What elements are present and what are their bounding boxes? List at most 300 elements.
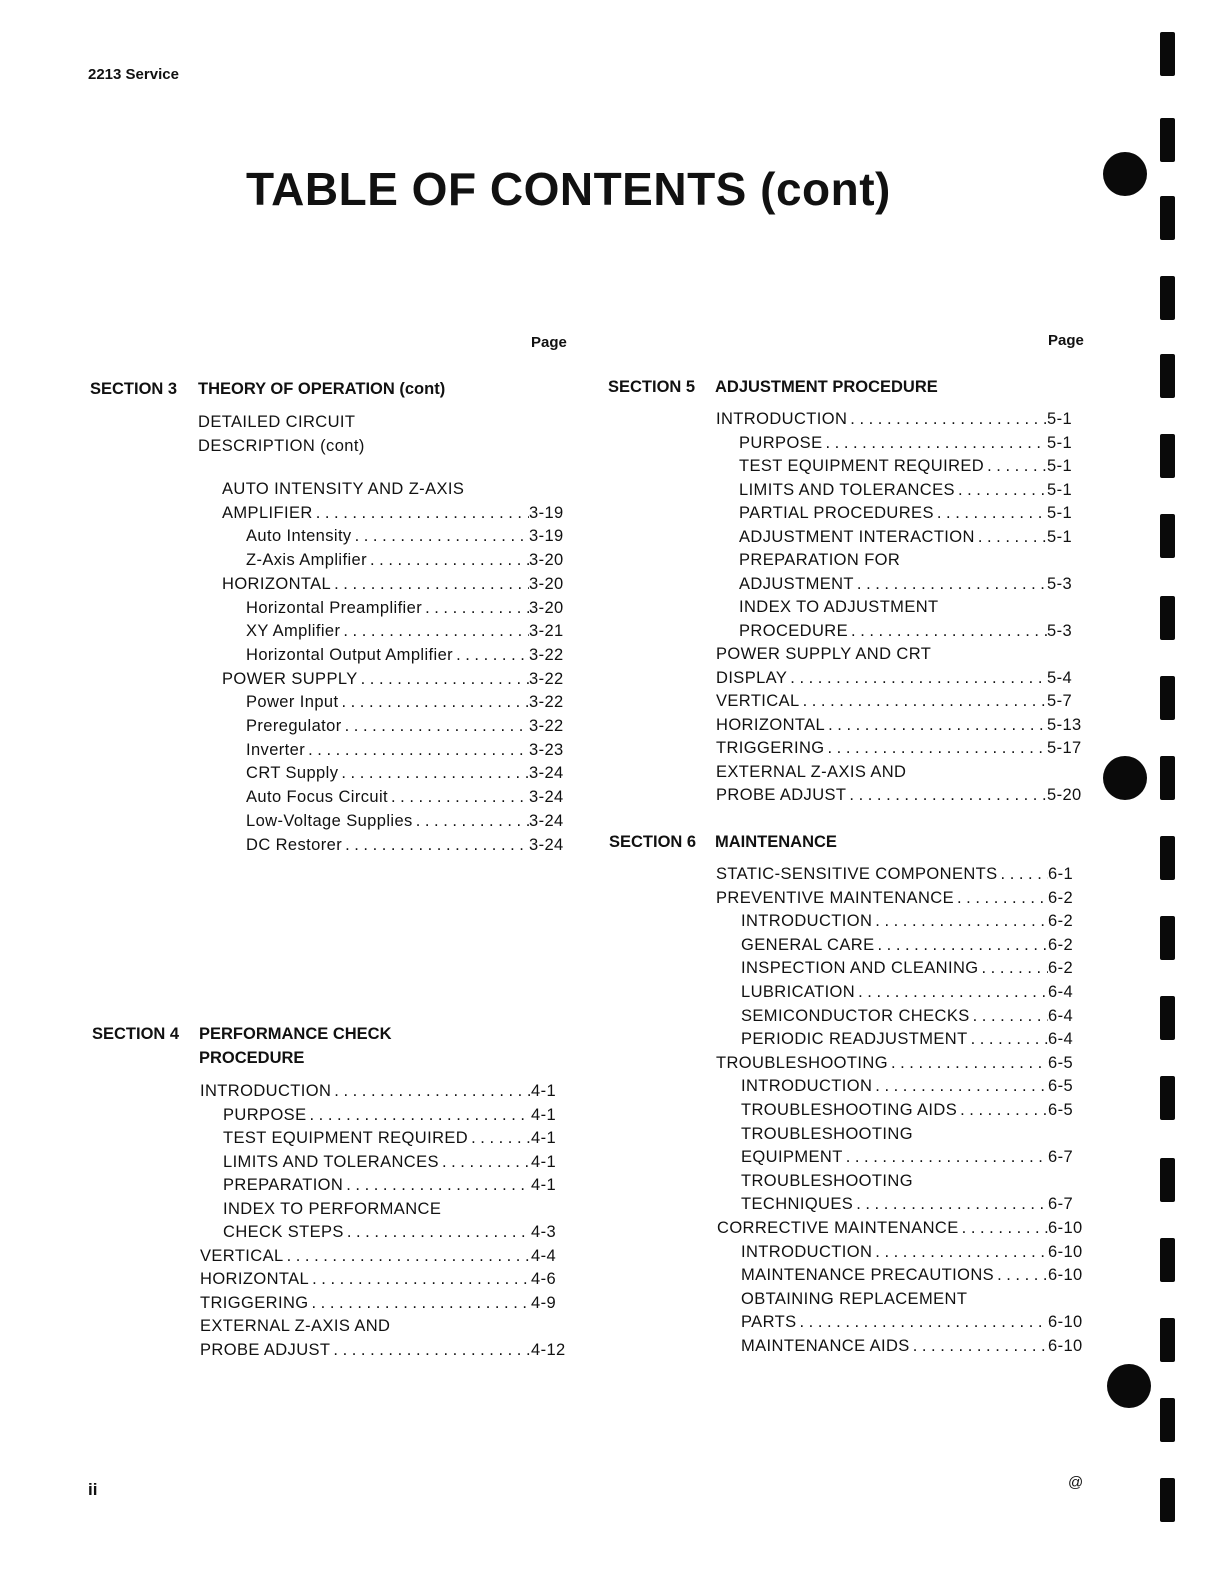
binder-bar [1160, 196, 1175, 240]
toc-entry [246, 761, 569, 785]
section-number: SECTION 5 [608, 378, 696, 396]
toc-entry-page: 6-10 [1048, 1266, 1083, 1285]
toc-entry-label: TEST EQUIPMENT REQUIRED [739, 457, 985, 475]
toc-entry-label: Inverter [246, 740, 306, 759]
leader-dots [309, 1291, 531, 1315]
toc-entry-label: INSPECTION AND CLEANING [741, 959, 979, 978]
toc-entry-page: 6-2 [1048, 888, 1074, 907]
toc-entry-label: PREVENTIVE MAINTENANCE [716, 888, 955, 907]
toc-entry [741, 1192, 1088, 1216]
leader-dots [855, 980, 1048, 1004]
toc-entry [741, 1098, 1088, 1122]
toc-entry-label: TROUBLESHOOTING AIDS [741, 1101, 958, 1119]
leader-dots [939, 595, 1047, 619]
leader-dots [390, 1314, 531, 1338]
leader-dots [441, 1197, 531, 1221]
toc-entry [739, 431, 1087, 455]
toc-entry-label: HORIZONTAL [200, 1270, 310, 1288]
toc-entry-label: TRIGGERING [716, 739, 825, 757]
leader-dots [439, 1150, 531, 1174]
toc-entry-page [531, 1197, 571, 1221]
leader-dots [970, 1004, 1048, 1028]
page-column-label-left: Page [531, 334, 567, 351]
toc-entry [741, 1310, 1088, 1334]
toc-entry-label: PURPOSE [739, 433, 823, 452]
leader-dots [309, 1267, 531, 1291]
toc-entry-label: TRIGGERING [200, 1293, 309, 1312]
toc-entry-label: CORRECTIVE MAINTENANCE [717, 1219, 959, 1237]
binder-bar [1160, 1238, 1175, 1282]
toc-entry-page: 6-5 [1048, 1101, 1074, 1119]
toc-entry-page [531, 1314, 571, 1338]
toc-entry-label: ADJUSTMENT [739, 574, 854, 593]
toc-entry [246, 524, 569, 548]
toc-entry [223, 1103, 571, 1127]
leader-dots [967, 1287, 1048, 1311]
section-6-heading [609, 833, 1029, 852]
leader-dots [847, 407, 1047, 431]
toc-entry [741, 1263, 1088, 1287]
toc-entry-page: 6-10 [1048, 1219, 1083, 1237]
toc-entry-page: 6-10 [1048, 1313, 1083, 1332]
toc-entry [223, 1126, 571, 1150]
binder-bar [1160, 996, 1175, 1040]
leader-dots [307, 1103, 532, 1127]
leader-dots [358, 667, 529, 691]
leader-dots [331, 1079, 531, 1103]
toc-entry [200, 1314, 571, 1338]
toc-entry-label: PERIODIC READJUSTMENT [741, 1030, 968, 1049]
toc-entry-label: CRT Supply [246, 764, 339, 783]
toc-entry-label: INTRODUCTION [200, 1082, 332, 1100]
binder-bar [1160, 756, 1175, 800]
toc-entry [223, 1150, 571, 1174]
toc-entry [716, 886, 1088, 910]
toc-entry-label: XY Amplifier [246, 622, 341, 641]
toc-entry-label: HORIZONTAL [222, 574, 332, 593]
toc-entry [741, 1169, 1088, 1193]
toc-entry-page: 3-24 [529, 788, 564, 807]
toc-entry-page: 5-1 [1047, 480, 1073, 499]
toc-entry [741, 1240, 1088, 1264]
binder-bar [1160, 676, 1175, 720]
toc-entry-page: 6-5 [1048, 1077, 1074, 1096]
toc-entry-page: 5-17 [1047, 739, 1082, 757]
page-title: TABLE OF CONTENTS (cont) [246, 163, 891, 215]
toc-entry [246, 714, 569, 738]
toc-entry [222, 477, 569, 501]
leader-dots [823, 431, 1048, 455]
section-4-heading [92, 1025, 512, 1044]
toc-entry-label: Horizontal Preamplifier [246, 598, 423, 617]
section-title: MAINTENANCE [715, 833, 837, 851]
toc-entry-page: 6-5 [1048, 1053, 1074, 1072]
toc-entry-page: 3-19 [529, 503, 564, 522]
leader-dots [338, 690, 529, 714]
leader-dots [342, 833, 529, 857]
toc-entry-page: 6-7 [1048, 1195, 1074, 1214]
toc-entry-page: 5-13 [1047, 715, 1082, 734]
toc-entry [741, 1145, 1088, 1169]
leader-dots [994, 1263, 1048, 1287]
leader-dots [331, 572, 529, 596]
section-3-subheading-2: DESCRIPTION (cont) [198, 437, 365, 455]
leader-dots [340, 619, 529, 643]
section-3-heading [90, 380, 510, 399]
toc-entry-page: 4-1 [531, 1105, 557, 1124]
binder-bar [1160, 916, 1175, 960]
binder-bar [1160, 434, 1175, 478]
toc-entry-label: DISPLAY [716, 668, 788, 687]
leader-dots [979, 956, 1049, 980]
toc-entry [739, 572, 1087, 596]
toc-entry [741, 1122, 1088, 1146]
toc-entry [200, 1244, 571, 1268]
binder-bar [1160, 118, 1175, 162]
toc-entry-page: 3-22 [529, 717, 564, 735]
toc-entry-label: DC Restorer [246, 835, 343, 854]
binder-bar [1160, 1398, 1175, 1442]
toc-entry [716, 642, 1087, 666]
toc-entry-page: 3-21 [529, 622, 564, 641]
toc-entry-page: 5-1 [1047, 457, 1073, 475]
leader-dots [900, 548, 1047, 572]
toc-entry-label: TECHNIQUES [741, 1195, 854, 1214]
toc-entry-label: PREPARATION FOR [739, 551, 901, 569]
toc-entry-label: Preregulator [246, 717, 342, 735]
leader-dots [468, 1126, 531, 1150]
toc-entry-page: 4-3 [531, 1223, 557, 1241]
toc-entry-label: INTRODUCTION [741, 912, 873, 931]
leader-dots [957, 1098, 1048, 1122]
leader-dots [344, 1220, 531, 1244]
toc-entry [716, 689, 1087, 713]
leader-dots [853, 1192, 1048, 1216]
section-title-line-1: PERFORMANCE CHECK [199, 1025, 392, 1043]
toc-entry-page [1047, 548, 1087, 572]
toc-entry-page [1048, 1122, 1088, 1146]
toc-entry-page: 4-12 [531, 1340, 566, 1359]
toc-entry-page: 3-22 [529, 669, 564, 688]
toc-entry [716, 736, 1087, 760]
toc-entry-label: POWER SUPPLY AND CRT [716, 645, 932, 663]
toc-entry-label: SEMICONDUCTOR CHECKS [741, 1006, 970, 1025]
toc-entry-label: TROUBLESHOOTING [741, 1124, 913, 1143]
toc-entry-label: PARTIAL PROCEDURES [739, 504, 934, 522]
binder-hole [1103, 152, 1147, 196]
toc-entry [741, 1334, 1088, 1358]
toc-entry-page: 3-24 [529, 835, 564, 854]
toc-entry-page: 4-1 [531, 1082, 557, 1100]
toc-entry [200, 1267, 571, 1291]
leader-dots [422, 596, 529, 620]
toc-entry [739, 478, 1087, 502]
toc-entry [739, 454, 1087, 478]
leader-dots [313, 501, 529, 525]
toc-entry-label: PROCEDURE [739, 621, 849, 640]
leader-dots [968, 1027, 1048, 1051]
toc-entry [717, 1216, 1088, 1240]
toc-entry [716, 1051, 1088, 1075]
leader-dots [872, 909, 1048, 933]
toc-entry [246, 596, 569, 620]
leader-dots [910, 1334, 1048, 1358]
toc-entry-label: OBTAINING REPLACEMENT [741, 1289, 968, 1308]
toc-entry-label: PROBE ADJUST [200, 1340, 331, 1359]
toc-entry-page: 5-1 [1047, 527, 1073, 546]
toc-entry [200, 1079, 571, 1103]
toc-entry-label: PREPARATION [223, 1176, 344, 1194]
copyright-mark: @ [1068, 1474, 1084, 1491]
toc-entry-label: INTRODUCTION [716, 410, 848, 428]
toc-entry-label: PARTS [741, 1313, 797, 1332]
toc-entry-page: 5-1 [1047, 504, 1073, 522]
leader-dots [825, 736, 1047, 760]
toc-entry [246, 809, 569, 833]
toc-entry-label: CHECK STEPS [223, 1223, 344, 1241]
toc-entry-label: INDEX TO ADJUSTMENT [739, 598, 939, 616]
leader-dots [797, 1310, 1049, 1334]
toc-entry-page: 3-24 [529, 811, 564, 830]
toc-entry [716, 783, 1087, 807]
leader-dots [975, 525, 1047, 549]
toc-entry-page: 3-19 [529, 527, 564, 546]
leader-dots [342, 714, 529, 738]
toc-entry [223, 1220, 571, 1244]
toc-entry-page: 4-1 [531, 1176, 557, 1194]
toc-entry-label: TROUBLESHOOTING [741, 1171, 913, 1190]
leader-dots [872, 1240, 1048, 1264]
leader-dots [305, 738, 529, 762]
binder-bar [1160, 1478, 1175, 1522]
toc-entry-page [1047, 595, 1087, 619]
toc-entry [741, 1074, 1088, 1098]
toc-entry-label: EQUIPMENT [741, 1148, 843, 1167]
page-column-label-right: Page [1048, 332, 1084, 349]
toc-entry-page: 6-10 [1048, 1337, 1083, 1355]
toc-entry-page: 4-1 [531, 1152, 557, 1171]
toc-entry [716, 862, 1088, 886]
leader-dots [338, 761, 529, 785]
leader-dots [954, 886, 1048, 910]
toc-entry-label: Auto Focus Circuit [246, 788, 388, 807]
toc-entry-page: 5-3 [1047, 621, 1073, 640]
toc-entry [741, 933, 1088, 957]
leader-dots [343, 1173, 531, 1197]
toc-entry-label: VERTICAL [716, 692, 800, 710]
leader-dots [998, 862, 1048, 886]
toc-entry-page [1048, 1169, 1088, 1193]
page-number: ii [88, 1480, 98, 1499]
binder-bar [1160, 836, 1175, 880]
section-number: SECTION 6 [609, 833, 697, 851]
leader-dots [367, 548, 529, 572]
toc-entry [739, 595, 1087, 619]
toc-entry-label: EXTERNAL Z-AXIS AND [200, 1317, 391, 1335]
toc-entry-page: 6-7 [1048, 1148, 1074, 1167]
toc-entry [223, 1173, 571, 1197]
toc-entry-label: POWER SUPPLY [222, 669, 358, 688]
toc-entry-label: HORIZONTAL [716, 715, 826, 734]
leader-dots [906, 760, 1047, 784]
toc-entry-label: AMPLIFIER [222, 503, 313, 522]
toc-entry-label: Auto Intensity [246, 527, 352, 546]
toc-entry-page: 5-1 [1047, 433, 1073, 452]
leader-dots [888, 1051, 1048, 1075]
toc-entry [246, 738, 569, 762]
toc-entry-page: 6-1 [1048, 865, 1074, 883]
leader-dots [955, 478, 1047, 502]
toc-entry-page [1048, 1287, 1088, 1311]
toc-entry-page [529, 477, 569, 501]
binder-bar [1160, 1076, 1175, 1120]
leader-dots [913, 1169, 1048, 1193]
toc-entry-label: GENERAL CARE [741, 935, 875, 954]
toc-entry-page: 3-22 [529, 645, 564, 664]
binder-hole [1107, 1364, 1151, 1408]
toc-entry-page: 6-4 [1048, 983, 1074, 1001]
toc-entry-page: 6-4 [1048, 1006, 1074, 1025]
section-4-title-line-2: PROCEDURE [199, 1049, 305, 1067]
toc-entry-page: 3-20 [529, 551, 564, 570]
toc-entry-label: ADJUSTMENT INTERACTION [739, 527, 975, 546]
document-header: 2213 Service [88, 66, 179, 83]
leader-dots [846, 783, 1047, 807]
toc-entry [716, 666, 1087, 690]
toc-entry [739, 501, 1087, 525]
toc-entry-label: INTRODUCTION [741, 1077, 873, 1096]
toc-entry-page: 4-9 [531, 1293, 557, 1312]
toc-entry-label: Power Input [246, 693, 339, 712]
toc-entry-page: 4-6 [531, 1270, 557, 1288]
section-title: ADJUSTMENT PROCEDURE [715, 378, 938, 396]
toc-entry [741, 1004, 1088, 1028]
toc-entry-page: 3-24 [529, 764, 564, 783]
toc-entry [246, 548, 569, 572]
toc-entry [716, 760, 1087, 784]
leader-dots [284, 1244, 531, 1268]
toc-entry-label: TROUBLESHOOTING [716, 1053, 888, 1072]
toc-entry-page: 3-20 [529, 598, 564, 617]
leader-dots [843, 1145, 1048, 1169]
toc-entry-label: LUBRICATION [741, 983, 856, 1001]
toc-entry-label: Low-Voltage Supplies [246, 811, 413, 830]
toc-entry [222, 501, 569, 525]
toc-entry-page: 5-7 [1047, 692, 1073, 710]
leader-dots [913, 1122, 1048, 1146]
toc-entry-label: EXTERNAL Z-AXIS AND [716, 762, 907, 781]
leader-dots [984, 454, 1047, 478]
leader-dots [848, 619, 1047, 643]
toc-entry-page: 5-1 [1047, 410, 1073, 428]
toc-entry-label: LIMITS AND TOLERANCES [223, 1152, 439, 1171]
toc-entry [741, 980, 1088, 1004]
leader-dots [453, 643, 529, 667]
section-3-subheading-1: DETAILED CIRCUIT [198, 413, 356, 431]
toc-entry-page: 6-2 [1048, 935, 1074, 954]
leader-dots [931, 642, 1047, 666]
leader-dots [959, 1216, 1048, 1240]
toc-entry-page: 5-4 [1047, 668, 1073, 687]
toc-entry-label: MAINTENANCE PRECAUTIONS [741, 1266, 995, 1285]
toc-entry [741, 1027, 1088, 1051]
toc-entry [246, 690, 569, 714]
toc-entry [739, 548, 1087, 572]
toc-entry [741, 1287, 1088, 1311]
toc-entry [716, 713, 1087, 737]
toc-entry [222, 667, 569, 691]
toc-entry [200, 1291, 571, 1315]
leader-dots [854, 572, 1047, 596]
section-title: THEORY OF OPERATION (cont) [198, 380, 446, 398]
leader-dots [874, 933, 1048, 957]
toc-entry-page: 6-4 [1048, 1030, 1074, 1049]
toc-entry-label: TEST EQUIPMENT REQUIRED [223, 1129, 469, 1147]
toc-entry-label: PURPOSE [223, 1105, 307, 1124]
leader-dots [388, 785, 529, 809]
toc-entry-page: 6-2 [1048, 959, 1074, 978]
toc-entry-label: AUTO INTENSITY AND Z-AXIS [222, 480, 465, 498]
leader-dots [825, 713, 1047, 737]
leader-dots [464, 477, 529, 501]
toc-entry-label: Horizontal Output Amplifier [246, 645, 454, 664]
binder-bar [1160, 354, 1175, 398]
leader-dots [872, 1074, 1048, 1098]
toc-entry [246, 785, 569, 809]
toc-entry-page: 5-20 [1047, 786, 1082, 804]
binder-bar [1160, 514, 1175, 558]
toc-entry [741, 909, 1088, 933]
leader-dots [787, 666, 1047, 690]
leader-dots [934, 501, 1047, 525]
section-number: SECTION 3 [90, 380, 178, 398]
toc-entry-page [1047, 642, 1087, 666]
toc-entry [716, 407, 1087, 431]
toc-entry [246, 643, 569, 667]
leader-dots [352, 524, 529, 548]
toc-entry [739, 619, 1087, 643]
toc-entry-label: MAINTENANCE AIDS [741, 1337, 910, 1355]
binder-hole [1103, 756, 1147, 800]
toc-entry [741, 956, 1088, 980]
toc-entry-page [1047, 760, 1087, 784]
toc-entry-page: 5-3 [1047, 574, 1073, 593]
toc-entry-page: 3-22 [529, 693, 564, 712]
leader-dots [330, 1338, 531, 1362]
toc-entry-label: INDEX TO PERFORMANCE [223, 1199, 442, 1218]
toc-entry [246, 619, 569, 643]
toc-entry [200, 1338, 571, 1362]
toc-entry-page: 6-2 [1048, 912, 1074, 931]
toc-entry-label: STATIC-SENSITIVE COMPONENTS [716, 865, 998, 883]
toc-entry-label: Z-Axis Amplifier [246, 551, 367, 570]
toc-entry-label: VERTICAL [200, 1246, 284, 1265]
toc-entry-page: 4-1 [531, 1129, 557, 1147]
toc-entry-page: 3-23 [529, 740, 564, 759]
toc-entry-page: 6-10 [1048, 1242, 1083, 1261]
section-number: SECTION 4 [92, 1025, 180, 1043]
toc-entry-page: 4-4 [531, 1246, 557, 1265]
toc-entry [246, 833, 569, 857]
binder-bar [1160, 1318, 1175, 1362]
binder-bar [1160, 1158, 1175, 1202]
section-5-heading [608, 378, 1028, 397]
leader-dots [800, 689, 1047, 713]
toc-entry-label: INTRODUCTION [741, 1242, 873, 1261]
toc-entry [222, 572, 569, 596]
toc-entry-page: 3-20 [529, 574, 564, 593]
binder-bar [1160, 596, 1175, 640]
